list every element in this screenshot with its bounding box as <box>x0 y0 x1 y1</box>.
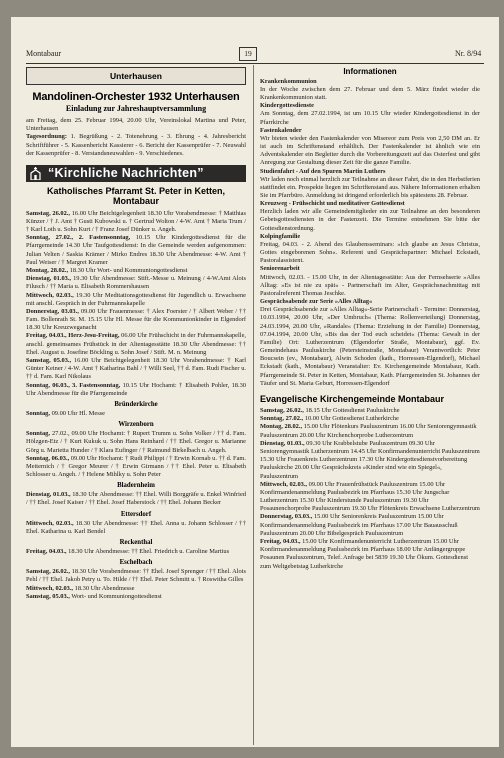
ev-entry <box>260 538 480 571</box>
entry-day: Mittwoch, 02.03., <box>26 519 74 527</box>
church-icon <box>26 165 44 182</box>
entry-text: 10.15 Uhr Hochamt: † Elisabeth Pohler, 18.30 Uhr Abendmesse für die Pfarrgemeinde <box>26 381 246 397</box>
entry-day: Sonntag, 06.03., 3. Fastensonntag, <box>26 381 121 389</box>
kirchliche-nachrichten-banner <box>26 165 246 182</box>
entry-day: Montag, 28.02., <box>26 266 69 274</box>
info-text: Freitag, 04.03. - 2. Abend des Glaubensseminars: »Ich glaube an Jesus Christus, Gottes eingeborenen Sohn«. Referent und Gesprächspartner: Michael Eckstadt, Pastoralassistent. <box>260 240 480 265</box>
entry-day: Sonntag, <box>26 409 50 417</box>
right-column <box>260 67 480 571</box>
entry-day: Samstag, 05.03., <box>26 592 70 600</box>
entry-day: Sonntag, <box>26 430 50 438</box>
ev-entry <box>260 513 480 538</box>
info-text: Am Sonntag, dem 27.02.1994, ist um 10.15 Uhr wieder Kindergottesdienst in der Pfarrkirche <box>260 110 480 126</box>
ev-entry <box>260 415 480 423</box>
section-entries <box>26 568 246 601</box>
entry-text: 16.00 Uhr Beichtgelegenheit 18.30 Uhr Vorabendmesse: † Karl Günter Keiner / 4-W. Amt † Katharina Bahl / † Willi Seel, †† d. Fam. Rudi Fischer u. †† d. Fam. Karl Nikolaus <box>26 357 246 381</box>
orchester-text: am Freitag, dem 25. Februar 1994, 20.00 Uhr, Vereinslokal Martina und Peter, Unterhausen Tagesordnung: 1. Begrüßung - 2. Totenehrung - 3. Ehrung - 4. Jahresbericht Schriftführer - 5. Kassenbericht Kassierer - 6. Bericht der Kassenprüfer - 7. Neuwahl der Kassenprüfer - 8. Verstandsneuwahlen - 9. Verschiedenes. <box>26 117 246 157</box>
service-entry <box>26 593 246 601</box>
info-list <box>260 78 480 388</box>
info-text: In der Woche zwischen dem 27. Februar und dem 5. März findet wieder die Krankenkommunion statt. <box>260 86 480 102</box>
ev-entry <box>260 423 480 439</box>
service-entry <box>26 267 246 275</box>
page-number: 19 <box>239 47 257 61</box>
entry-text: 09.30 Uhr Krabbelstube Pauluszentrum 09.30 Uhr Seniorengymnastik Lutherzentrum 14.45 Uhr Konfirmandenunterricht Pauluszentrum 15.30 Uhr Frauenkreis Lutherzentrum 17.30 Uhr Kindergottesdienstvorbereitung Pauluskirche 20.00 Uhr Gesprächskreis »Kinder sind wie ein Spiegel«, Pauluszentrum <box>260 439 480 480</box>
entry-text: 09.00 Uhr Frauenmesse: † Alex Foerster / † Albert Weber / †† Fam. Bollenrath St. M. 15.15 Uhr Hl. Messe für die Kommunionkinder in Elgendorf 18.30 Uhr Kreuzweganacht <box>26 307 246 332</box>
orchester-title: Mandolinen-Orchester 1932 Unterhausen <box>32 91 240 103</box>
entry-text: Wort- und Kommuniongottesdienst <box>69 592 162 600</box>
entry-day: Sonntag, 27.02., 2. Fastensonntag, <box>26 234 131 242</box>
service-entry <box>26 520 246 536</box>
entry-text: 18.30 Uhr Abendmesse: †† Ehel. Anna u. Johann Schlosser / †† Ehel. Katharina u. Karl Bendel <box>26 519 246 535</box>
entry-text: 18.30 Uhr Abendmesse: †† Ehel. Willi Borggräfe u. Enkel Winfried / †† Ehel. Josef Kaiser / †† Ehel. Josef Haberstock / †† Ehel. Johann Becker <box>26 491 246 507</box>
entry-text: 15.00 Uhr Konfirmandenunterricht Lutherzentrum 15.00 Uhr Konfirmandenanmeldung Paulusbezirk im Pfarrhaus 18.00 Uhr Anfängergruppe Posaunen Pauluszentrum, Telef. Anfrage bei 5839 19.30 Uhr Ökum. Gottesdienst zum Weltgebetstag Lutherkirche <box>260 538 468 570</box>
info-text: Wir laden noch einmal herzlich zur Teilnahme an dieser Fahrt, die in den Herbstferien stattfindet ein. Prospekte liegen im Schriftenstand aus. Nähere Informationen erhalten Sie im Pfarrbüro. Anmeldung ist dringend erforderlich bis spätestens 28. Februar. <box>260 175 480 200</box>
entry-day: Mittwoch, 02.03., <box>26 584 74 592</box>
entry-text: 18.30 Uhr Vorabendmesse: †† Ehel. Josef Sprenger / †† Ehel. Alois Pehl / †† Ehel. Jakob Petry u. To. Hilde / †† Ehel. Peter Schmitt u. † Roswitha Gilles <box>26 568 246 584</box>
entry-text: 09.00 Uhr Hochamt: † Rudi Philippi / † Erwin Kornab u. †† d. Fam. Metternich / † Gregor Meurer / † Erwin Girmann / †† Ehel. Peter u. Elisabeth Schlosser u. Angeh. / † Helene Mihlky u. Sohn Peter <box>26 454 246 479</box>
info-text: Drei Gesprächsabende zur »Alles Alltag«-Serie Partnerschaft - Termine: Donnerstag, 10.03.1994, 20.00 Uhr, »Der Umbruch« (Thema: Rollenverteilung) Donnerstag, 24.03.1994, 20.00 Uhr, »Randale« (Thema: Erziehung in der Familie) Donnerstag, 07.04.1994, 20.00 Uhr, »Bis das der Tod euch scheidet« (Thema: Gewalt in der Familie) Ort: Lutherzentrum (Elgendorfer Straße, Montabaur), ggf. Ev. Gemeindehaus Pauluskirche (Petersteinstraße, Montabaur) Verantwortlich: Peter Boucsein (ev., Montabaur), Alwin Schoden (kath., Horressen-Elgendorf), Michael Eckstadt (kath., Montabaur) Veranstalter: Ev. Kirchengemeinde Montabaur, Kath. Pfarrgemeinde St. Peter in Ketten, Montabaur, Kath. Pfarrgemeinden St. Johannes der Täufer und St. Maria Geburt, Horressen-Elgendorf <box>260 306 480 387</box>
column-divider <box>253 65 254 745</box>
section-heading: Bladernheim <box>117 482 155 490</box>
entry-day: Samstag, 26.02., <box>260 407 304 414</box>
entry-day: Freitag, 04.03., Herz-Jesu-Freitag, <box>26 332 120 340</box>
service-entry <box>26 332 246 357</box>
orchester-subtitle: Einladung zur Jahreshauptversammlung <box>65 104 207 113</box>
ev-entry <box>260 407 480 415</box>
entry-day: Mittwoch, 02.03., <box>260 480 308 488</box>
service-entry <box>26 568 246 584</box>
section-heading: Wirzenborn <box>118 421 154 429</box>
ev-entries <box>260 407 480 571</box>
info-heading: Kindergottesdienste <box>260 102 314 110</box>
section-entries <box>26 491 246 507</box>
service-entry <box>26 382 246 398</box>
section-heading: Eschelbach <box>119 559 153 567</box>
service-entry <box>26 491 246 507</box>
entry-day: Sonntag, 06.03., <box>26 454 70 462</box>
entry-day: Dienstag, 01.03., <box>260 439 305 447</box>
entry-text: 15.00 Uhr Flötenkurs Pauluszentrum 16.00 Uhr Seniorengymnastik Pauluszentrum 20.00 Uhr Kirchenchorprobe Lutherzentrum <box>260 423 477 439</box>
filial-sections <box>26 401 246 601</box>
ev-entry <box>260 481 480 514</box>
section-heading: Ettersdorf <box>120 510 152 518</box>
info-heading: Gesprächsabende zur Serie »Alles Alltag« <box>260 298 373 306</box>
ev-gemeinde-title: Evangelische Kirchengemeinde Montabaur <box>260 394 445 404</box>
info-heading: Seniorenarbeit <box>260 265 300 273</box>
left-column <box>26 67 246 601</box>
entry-day: Dienstag, 01.03., <box>26 491 71 499</box>
entry-day: Montag, 28.02., <box>260 423 303 431</box>
section-entries <box>26 430 246 479</box>
entry-text: 06.00 Uhr Frühschicht in der Fuhrmannskapelle, anschl. gemeinsames Frühstück in der Altentagesstätte 18.30 Uhr Abendmesse: †† Ehel. August u. Josefine Böckling u. Sohn Josef / Stift. M. n. Meinung <box>26 332 246 356</box>
section-heading: Bründerkirche <box>114 400 158 408</box>
entry-text: 15.00 Uhr Seniorenkreis Pauluszentrum 15.00 Uhr Konfirmandenanmeldung Paulusbezirk im Pfarrhaus 17.00 Uhr Bauausschuß Pauluszentrum 20.00 Uhr Bibelgespräch Pauluszentrum <box>260 513 458 537</box>
entry-day: Dienstag, 01.03., <box>26 275 72 283</box>
info-heading: Kreuzweg - Frühschicht und meditativer Gottesdienst <box>260 200 405 208</box>
service-entry <box>26 210 246 235</box>
section-entries <box>26 548 246 556</box>
service-entry <box>26 292 246 308</box>
service-entry <box>26 455 246 480</box>
service-entry <box>26 308 246 333</box>
entry-day: Samstag, 26.02., <box>26 568 70 576</box>
info-heading: Kolpingfamilie <box>260 232 301 240</box>
entry-day: Samstag, 05.03., <box>26 357 72 364</box>
entry-day: Freitag, 04.03., <box>260 538 301 545</box>
unterhausen-box-title: Unterhausen <box>26 67 246 85</box>
ev-entry <box>260 440 480 481</box>
service-entry <box>26 275 246 291</box>
entry-text: 19.30 Uhr Meditationsgottesdienst für Jugendlich u. Erwachsene mit anschl. Gespräch in der Fuhrmannskapelle <box>26 291 246 307</box>
banner-text: “Kirchliche Nachrichten” <box>48 166 204 181</box>
entry-text: 09.00 Uhr Frauenfrühstück Pauluszentrum 15.00 Uhr Konfirmandenanmeldung Paulusbezirk im Pfarrhaus 15.30 Uhr Jungschar Lutherzentrum 15.30 Uhr Kinderstunde Pauluszentrum 19.30 Uhr Posaunenchorprobe Pauluszentrum 19.30 Uhr Flötenkreis Erwachsene Lutherzentrum <box>260 480 480 513</box>
header-town: Montabaur <box>26 49 62 58</box>
service-entry <box>26 410 246 418</box>
entry-day: Samstag, 26.02., <box>26 209 70 217</box>
entry-day: Freitag, 04.03., <box>26 548 67 555</box>
entry-text: 18.15 Uhr Gottesdienst Pauluskirche <box>303 407 400 414</box>
service-entry <box>26 430 246 455</box>
entry-day: Mittwoch, 02.03., <box>26 291 74 299</box>
entry-day: Donnerstag, 03.03., <box>26 307 79 315</box>
info-heading: Studienfahrt - Auf den Spuren Martin Luthers <box>260 167 386 175</box>
header-rule <box>26 63 484 64</box>
section-entries <box>26 520 246 536</box>
service-entry <box>26 234 246 267</box>
section-heading: Reckenthal <box>119 539 153 546</box>
info-text: Herzlich laden wir alle Gemeindemitglieder ein zur Teilnahme an den besonderen Gebetsgottesdiensten in der Fastenzeit. Die Termine entnehmen Sie bitte der Gottesdienstordnung. <box>260 208 480 232</box>
entry-text: 16.00 Uhr Beichtgelegenheit 18.30 Uhr Vorabendmesse: † Matthias Künzer / † J. Amt † Gusti Kubowski u. † Gertrud Wolton / 4-W. Amt † Maria Trum / † Karl Loth u. Sohn Kurt / † Franz Josef Dünker u. Angeh. <box>26 209 246 233</box>
entry-text: 18.30 Uhr Abendmesse <box>73 584 135 592</box>
entry-day: Donnerstag, 03.03., <box>260 513 313 521</box>
entry-day: Sonntag, 27.02., <box>260 415 304 423</box>
info-text: Wir bieten wieder den Fastenkalender von Misereor zum Preis von 2,50 DM an. Er ist auch im Schriftenstand erhältlich. Der Fastenkalender ist ähnlich wie ein Adventskalender ein Begleiter durch die Vorbereitungszeit auf das Osterfest und gibt Anregung zur Gestaltung dieser Zeit für die ganze Familie. <box>260 134 480 167</box>
entry-text: 18.30 Uhr Abendmesse: †† Ehel. Friedrich u. Caroline Martius <box>66 548 230 555</box>
info-heading: Fastenkalender <box>260 126 302 134</box>
issue-number: Nr. 8/94 <box>455 49 482 58</box>
info-text: Mittwoch, 02.03. - 15.00 Uhr, in der Altentagesstätte: Aus der Fernsehserie »Alles Alltag: »Es ist nie zu spät« - Partnerschaft im Alter, Gesprächsnachmittag mit Pastoralreferent Thomas Jeschke. <box>260 273 480 297</box>
info-heading: Krankenkommunion <box>260 78 317 85</box>
informationen-title: Informationen <box>343 67 397 76</box>
entry-text: 18.30 Uhr Wort- und Kommuniongottesdienst <box>68 266 188 274</box>
pfarramt-title: Katholisches Pfarramt St. Peter in Ketten, Montabaur <box>46 185 226 207</box>
entry-text: 19.30 Uhr Abendmesse: Stift.-Messe u. Meinung / 4-W.Amt Alois Filusch / †† Maria u. Elisabeth Rommershausen <box>26 275 246 291</box>
entry-text: 10.00 Uhr Gottesdienst Lutherkirche <box>303 415 399 423</box>
entry-text: 27.02., 09.00 Uhr Hochamt: † Rupert Trumm u. Sohn Volker / †† d. Fam. Hölzgen-Etz / † Kurt Kukuk u. Sohn Hans Reinhard / †† Ehel. Gregor u. Marianne Görg u. Marietta Hunder / † Klara Eufinger / † Raimund Birkelbach u. Angeh. <box>26 430 246 454</box>
entry-text: 10.15 Uhr Kindergottesdienst für die Pfarrgemeinde 14.30 Uhr Taufgottesdienst: In die Gemeinde werden aufgenommen: Julian Velten / Saskia Krämer / Mirko Endres 18.30 Uhr Abendmesse: 4-W. Amt † Paul Weiser / † Margret Kramer <box>26 234 246 266</box>
service-entry <box>26 585 246 593</box>
section-entries <box>26 410 246 418</box>
service-entry <box>26 357 246 382</box>
newsletter-page <box>11 17 499 747</box>
service-entry <box>26 548 246 556</box>
pfarramt-entries <box>26 210 246 398</box>
entry-text: 09.00 Uhr Hl. Messe <box>49 409 106 417</box>
